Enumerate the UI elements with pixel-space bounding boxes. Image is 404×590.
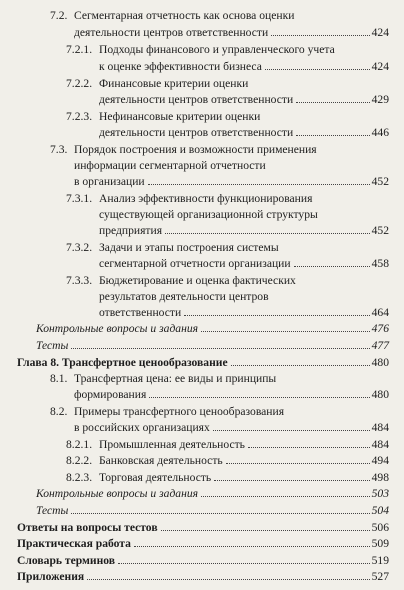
toc-entry [99,290,389,303]
dot-leader [148,184,370,185]
dot-leader [213,430,370,431]
toc-entry [17,521,389,534]
toc-entry [74,26,389,39]
toc-entry-title: Контрольные вопросы и задания [36,322,199,335]
toc-entry-title: Сегментарная отчетность как основа оценки [74,9,295,22]
dot-leader [118,563,370,564]
toc-entry [74,421,389,434]
toc-entry [99,306,389,319]
toc-entry [36,339,389,352]
toc-entry-number: 8.2. [50,405,68,418]
dot-leader [184,315,369,316]
toc-entry-title: в организации [74,175,145,188]
dot-leader [201,496,370,497]
toc-entry [50,405,389,418]
toc-entry [66,110,389,123]
toc-entry [99,257,389,270]
toc-entry-number: 7.2.2. [66,77,93,90]
toc-entry-page: 527 [371,570,389,583]
toc-entry [66,274,389,287]
toc-entry [66,192,389,205]
toc-entry-number: 7.2.3. [66,110,93,123]
toc-entry-number: 7.3.2. [66,241,93,254]
toc-entry-title: Финансовые критерии оценки [99,77,249,90]
toc-entry-number: 7.3.1. [66,192,93,205]
dot-leader [161,530,370,531]
dot-leader [296,102,369,103]
toc-entry-title: Анализ эффективности функционирования [99,192,313,205]
toc-entry-number: 7.3.3. [66,274,93,287]
toc-entry-title: Ответы на вопросы тестов [17,521,158,534]
toc-entry-title: Банковская деятельность [99,454,223,467]
dot-leader [165,233,370,234]
toc-entry-title: Тесты [36,504,69,517]
toc-entry-title: формирования [74,388,147,401]
toc-entry-page: 506 [371,521,389,534]
toc-entry [36,322,389,335]
dot-leader [248,447,370,448]
toc-entry-title: деятельности центров ответственности [99,126,294,139]
dot-leader [231,365,370,366]
toc-entry-title: Задачи и этапы построения системы [99,241,279,254]
toc-entry-number: 7.2. [50,9,68,22]
toc-entry [74,388,389,401]
toc-entry-page: 424 [371,60,389,73]
toc-entry [74,175,389,188]
toc-entry [17,570,389,583]
toc-entry-title: Порядок построения и возможности применения [74,143,317,156]
toc-entry-title: Подходы финансового и управленческого учета [99,43,335,56]
toc-entry-page: 484 [371,438,389,451]
toc-entry-page: 476 [371,322,389,335]
toc-entry-title: Словарь терминов [17,554,116,567]
toc-entry [36,487,389,500]
toc-entry-page: 464 [371,306,389,319]
toc-entry-title: Примеры трансфертного ценообразования [74,405,285,418]
toc-entry [36,504,389,517]
toc-entry-title: деятельности центров ответственности [99,93,294,106]
dot-leader [201,331,370,332]
dot-leader [265,69,370,70]
toc-entry-title: сегментарной отчетности организации [99,257,291,270]
toc-entry-title: Практическая работа [17,537,131,550]
toc-entry [99,208,389,221]
toc-entry [50,143,389,156]
toc-entry-title: Глава 8. Трансфертное ценообразование [17,356,228,369]
toc-entry [17,537,389,550]
dot-leader [134,546,370,547]
dot-leader [271,35,369,36]
toc-entry-page: 424 [371,26,389,39]
toc-entry-title: в российских организациях [74,421,210,434]
toc-entry-page: 494 [371,454,389,467]
toc-entry-number: 8.2.2. [66,454,93,467]
toc-entry [17,356,389,369]
toc-entry [74,159,389,172]
dot-leader [214,480,369,481]
toc-entry-number: 7.3. [50,143,68,156]
toc-entry [66,43,389,56]
toc-entry-page: 484 [371,421,389,434]
dot-leader [294,266,370,267]
toc-entry [17,554,389,567]
dot-leader [87,579,369,580]
toc-entry [50,9,389,22]
toc-entry-page: 509 [371,537,389,550]
toc-entry-title: результатов деятельности центров [99,290,269,303]
toc-entry-number: 7.2.1. [66,43,93,56]
toc-entry [66,241,389,254]
toc-entry-title: предприятия [99,224,163,237]
toc-entry [66,77,389,90]
toc-entry-title: Промышленная деятельность [99,438,245,451]
toc-entry-number: 8.2.1. [66,438,93,451]
toc-entry-title: Контрольные вопросы и задания [36,487,199,500]
toc-entry-page: 480 [371,356,389,369]
toc-entry-page: 446 [371,126,389,139]
toc-entry-title: к оценке эффективности бизнеса [99,60,262,73]
toc-entry-page: 519 [371,554,389,567]
toc-entry [66,438,389,451]
dot-leader [71,513,369,514]
toc-entry [99,224,389,237]
toc-entry-page: 452 [371,175,389,188]
toc-entry-title: ответственности [99,306,182,319]
toc-entry-title: информации сегментарной отчетности [74,159,266,172]
dot-leader [71,348,369,349]
toc-entry-page: 503 [371,487,389,500]
dot-leader [226,463,370,464]
toc-entry-page: 480 [371,388,389,401]
toc-entry-page: 504 [371,504,389,517]
toc-entry-page: 458 [371,257,389,270]
toc-entry-page: 429 [371,93,389,106]
toc-entry-title: деятельности центров ответственности [74,26,269,39]
dot-leader [296,135,369,136]
toc-entry [99,93,389,106]
toc-entry [99,126,389,139]
toc-entry-title: Нефинансовые критерии оценки [99,110,261,123]
toc-entry-title: существующей организационной структуры [99,208,318,221]
toc-entry [66,471,389,484]
toc-entry-title: Приложения [17,570,85,583]
toc-entry-title: Торговая деятельность [99,471,212,484]
toc-entry [50,372,389,385]
dot-leader [149,397,369,398]
toc-entry [66,454,389,467]
toc-entry-page: 452 [371,224,389,237]
toc-entry-number: 8.2.3. [66,471,93,484]
toc-entry-title: Трансфертная цена: ее виды и принципы [74,372,277,385]
toc-entry-title: Бюджетирование и оценка фактических [99,274,296,287]
toc-entry-page: 498 [371,471,389,484]
toc-entry-title: Тесты [36,339,69,352]
toc-entry-number: 8.1. [50,372,68,385]
toc-entry-page: 477 [371,339,389,352]
toc-entry [99,60,389,73]
